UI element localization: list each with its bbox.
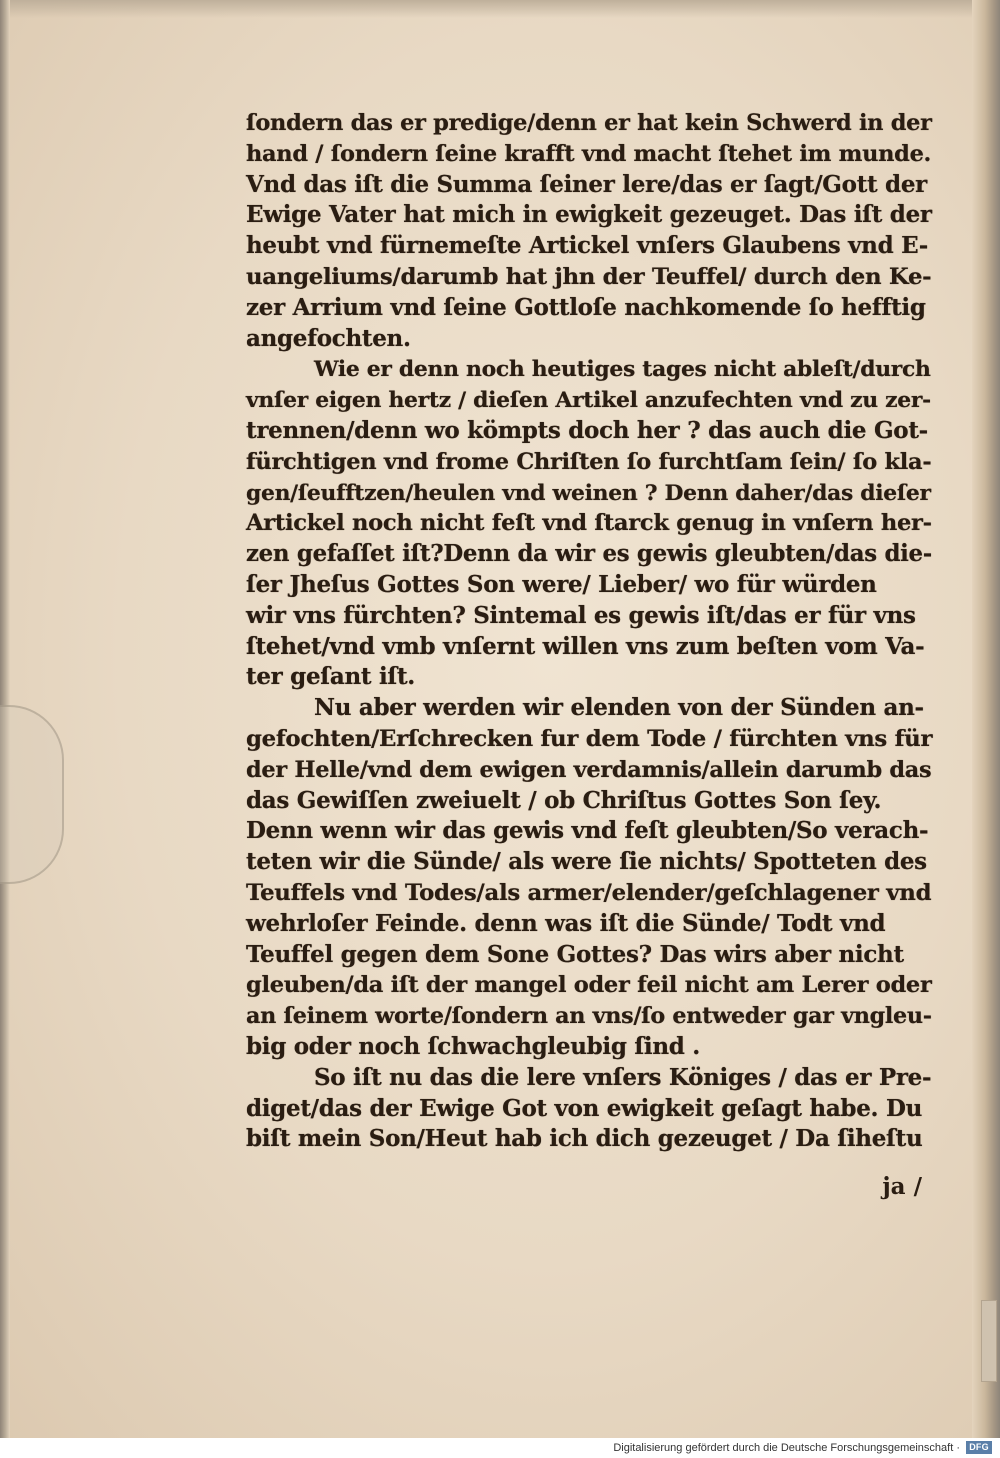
text-line: heubt vnd fürnemeſte Artickel vnſers Glaubens vnd E- bbox=[246, 232, 928, 260]
text-line: an ſeinem worte/ſondern an vns/ſo entweder gar vngleu- bbox=[246, 1003, 932, 1030]
text-line: zer Arrium vnd ſeine Gottloſe nachkomende ſo hefftig bbox=[246, 293, 926, 321]
footer-bar bbox=[0, 1438, 1000, 1458]
text-line: gleuben/da iſt der mangel oder feil nicht am Lerer oder bbox=[246, 972, 932, 999]
top-shadow bbox=[0, 0, 1000, 18]
text-line: Ewige Vater hat mich in ewigkeit gezeuget. Das iſt der bbox=[246, 201, 932, 229]
text-line: ſondern das er predige/denn er hat kein Schwerd in der bbox=[246, 110, 932, 136]
text-line: wehrloſer Feinde. denn was iſt die Sünde/ Todt vnd bbox=[246, 909, 886, 937]
funding-credit: Digitalisierung gefördert durch die Deutsche Forschungsgemeinschaft · bbox=[613, 1442, 960, 1454]
text-line: der Helle/vnd dem ewigen verdamnis/allein darumb das bbox=[246, 756, 932, 783]
text-line: trennen/denn wo kömpts doch her ? das auch die Got- bbox=[246, 416, 928, 444]
text-line: So iſt nu das die lere vnſers Königes / das er Pre- bbox=[314, 1063, 932, 1091]
text-line: biſt mein Son/Heut hab ich dich gezeuget / Da ſiheſtu bbox=[246, 1125, 923, 1153]
text-line: Artickel noch nicht feſt vnd ſtarck genug in vnſern her- bbox=[246, 510, 932, 537]
text-line: vnſer eigen hertz / dieſen Artikel anzufechten vnd zu zer- bbox=[246, 387, 931, 414]
text-line: gen/ſeufftzen/heulen vnd weinen ? Denn daher/das dieſer bbox=[246, 479, 931, 506]
text-line: big oder noch ſchwachgleubig ſind . bbox=[246, 1032, 700, 1060]
body-text bbox=[246, 108, 932, 1155]
text-line: zen gefaſſet iſt?Denn da wir es gewis gleubten/das die- bbox=[246, 541, 932, 568]
text-line: gefochten/Erſchrecken fur dem Tode / fürchten vns für bbox=[246, 725, 933, 752]
text-line: Denn wenn wir das gewis vnd feſt gleubten/So verach- bbox=[246, 817, 929, 845]
page-tab-marker bbox=[981, 1300, 997, 1382]
text-line: Teuffels vnd Todes/als armer/elender/geſchlagener vnd bbox=[246, 879, 932, 906]
right-page-edge bbox=[972, 0, 1000, 1438]
text-line: ſtehet/vnd vmb vnſernt willen vns zum beſten vom Va- bbox=[246, 632, 925, 660]
text-line: uangeliums/darumb hat jhn der Teuffel/ durch den Ke- bbox=[246, 263, 932, 290]
catchword: ja / bbox=[882, 1173, 922, 1200]
text-line: wir vns fürchten? Sintemal es gewis iſt/das er für vns bbox=[246, 601, 916, 629]
text-line: das Gewiſſen zweiuelt / ob Chriſtus Gottes Son ſey. bbox=[246, 786, 882, 814]
page-clamp-shadow bbox=[0, 705, 64, 884]
text-line: fürchtigen vnd frome Chriſten ſo furchtſam ſein/ ſo kla- bbox=[246, 448, 932, 475]
text-line: ter geſant iſt. bbox=[246, 663, 416, 691]
text-line: hand / ſondern ſeine krafft vnd macht ſtehet im munde. bbox=[246, 140, 932, 167]
text-line: diget/das der Ewige Got von ewigkeit geſagt habe. Du bbox=[246, 1094, 923, 1122]
text-line: ſer Jheſus Gottes Son were/ Lieber/ wo für würden bbox=[246, 570, 877, 598]
dfg-logo: DFG bbox=[966, 1441, 992, 1454]
text-line: Wie er denn noch heutiges tages nicht ableſt/durch bbox=[314, 356, 931, 383]
text-line: teten wir die Sünde/ als were ſie nichts/ Spotteten des bbox=[246, 848, 927, 876]
text-line: Nu aber werden wir elenden von der Sünden an- bbox=[314, 694, 924, 722]
text-line: angefochten. bbox=[246, 324, 411, 352]
text-line: Teuffel gegen dem Sone Gottes? Das wirs aber nicht bbox=[246, 940, 904, 968]
text-line: Vnd das iſt die Summa ſeiner lere/das er ſagt/Gott der bbox=[246, 170, 927, 198]
